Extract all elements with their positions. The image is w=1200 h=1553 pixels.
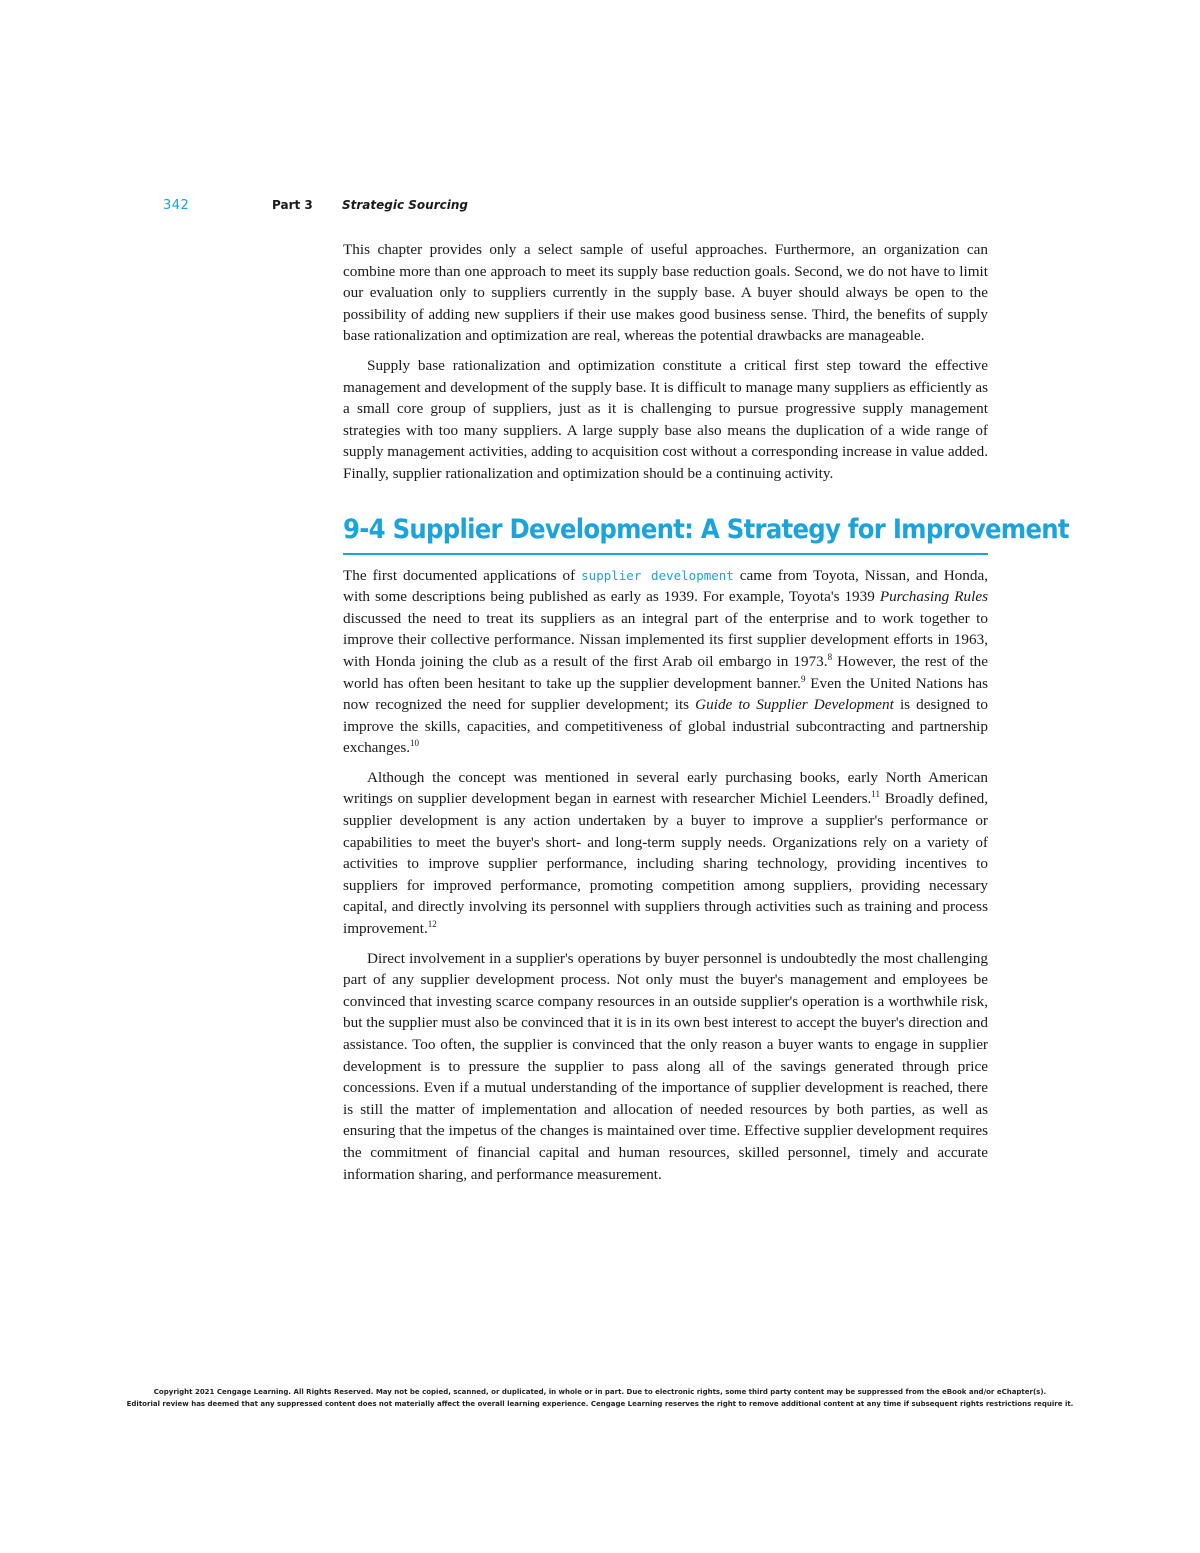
text-run: is designed to improve the skills, capacities, and competitiveness of global industrial subcontracting and partnership exchanges.: [343, 696, 988, 757]
section-heading: 9-4 Supplier Development: A Strategy for Improvement: [343, 513, 1069, 545]
text-run: Although the concept was mentioned in several early purchasing books, early North American writings on supplier development began in earnest with researcher Michiel Leenders.: [343, 768, 988, 808]
text-run: Broadly defined, supplier development is any action undertaken by a buyer to improve a supplier's performance or capabilities to meet the buyer's short- and long-term supply needs. Organizations rely on a variety of activities to improve supplier performance, including sharing technology, providing incentives to suppliers for improved performance, promoting competition among suppliers, providing necessary capital, and directly involving its personnel with suppliers through activities such as training and process improvement.: [343, 790, 988, 938]
part-label: Part 3: [272, 198, 313, 212]
footnote-ref-9: 9: [800, 673, 806, 684]
heading-rule: [343, 553, 988, 555]
text-run: Even the United Nations has now recognized the need for supplier development; its: [343, 674, 988, 714]
copyright-footer: [100, 1386, 1100, 1410]
copyright-line-2: Editorial review has deemed that any suppressed content does not materially affect the overall learning experience. Cengage Learning reserves the right to remove additional content at any time if subsequent rights restrictions require it.: [126, 1400, 1074, 1408]
paragraph-history: [343, 565, 988, 759]
footnote-ref-11: 11: [871, 789, 880, 800]
paragraph-rationalization: Supply base rationalization and optimization constitute a critical first step toward the effective management and development of the supply base. It is difficult to manage many suppliers as efficiently as a small core group of suppliers, just as it is challenging to pursue progressive supply management strategies with too many suppliers. A large supply base also means the duplication of a wide range of supply management activities, adding to acquisition cost without a corresponding increase in value added. Finally, supplier rationalization and optimization should be a continuing activity.: [343, 356, 988, 482]
title-purchasing-rules: Purchasing Rules: [879, 588, 988, 606]
page-number: 342: [163, 198, 190, 213]
part-title: Strategic Sourcing: [342, 198, 468, 212]
footnote-ref-8: 8: [827, 651, 833, 662]
text-run: However, the rest of the world has often been hesitant to take up the supplier development banner.: [343, 652, 988, 692]
running-header: [0, 196, 1200, 218]
copyright-line-1: Copyright 2021 Cengage Learning. All Rights Reserved. May not be copied, scanned, or duplicated, in whole or in part. Due to electronic rights, some third party content may be suppressed from the eBook and/or eChapter(s).: [153, 1388, 1047, 1396]
body-column: [343, 239, 1069, 1193]
paragraph-approaches: This chapter provides only a select sample of useful approaches. Furthermore, an organization can combine more than one approach to meet its supply base reduction goals. Second, we do not have to limit our evaluation only to suppliers currently in the supply base. A buyer should always be open to the possibility of adding new suppliers if their use makes good business sense. Third, the benefits of supply base rationalization and optimization are real, whereas the potential drawbacks are manageable.: [343, 241, 988, 345]
text-run: The first documented applications of: [343, 566, 582, 584]
keyterm-supplier-development[interactable]: supplier development: [581, 567, 734, 583]
text-run: came from Toyota, Nissan, and Honda, with some descriptions being published as early as 1939. For example, Toyota's 1939: [343, 566, 989, 606]
footnote-ref-10: 10: [410, 738, 420, 749]
title-guide-supplier-development: Guide to Supplier Development: [695, 696, 894, 714]
paragraph-definition: [343, 767, 988, 940]
text-run: discussed the need to treat its suppliers as an integral part of the enterprise and to work together to improve their collective performance. Nissan implemented its first supplier development efforts in 1963, with Honda joining the club as a result of the first Arab oil embargo in 1973.: [343, 609, 988, 670]
footnote-ref-12: 12: [427, 918, 437, 929]
paragraph-direct-involvement: Direct involvement in a supplier's operations by buyer personnel is undoubtedly the most challenging part of any supplier development process. Not only must the buyer's management and employees be convinced that investing scarce company resources in an outside supplier's operation is a worthwhile risk, but the supplier must also be convinced that it is in its own best interest to accept the buyer's direction and assistance. Too often, the supplier is convinced that the only reason a buyer wants to engage in supplier development is to pressure the supplier to pass along all of the savings generated through price concessions. Even if a mutual understanding of the importance of supplier development is reached, there is still the matter of implementation and allocation of needed resources by both parties, as well as ensuring that the impetus of the changes is maintained over time. Effective supplier development requires the commitment of financial capital and human resources, skilled personnel, timely and accurate information sharing, and performance measurement.: [343, 949, 988, 1183]
